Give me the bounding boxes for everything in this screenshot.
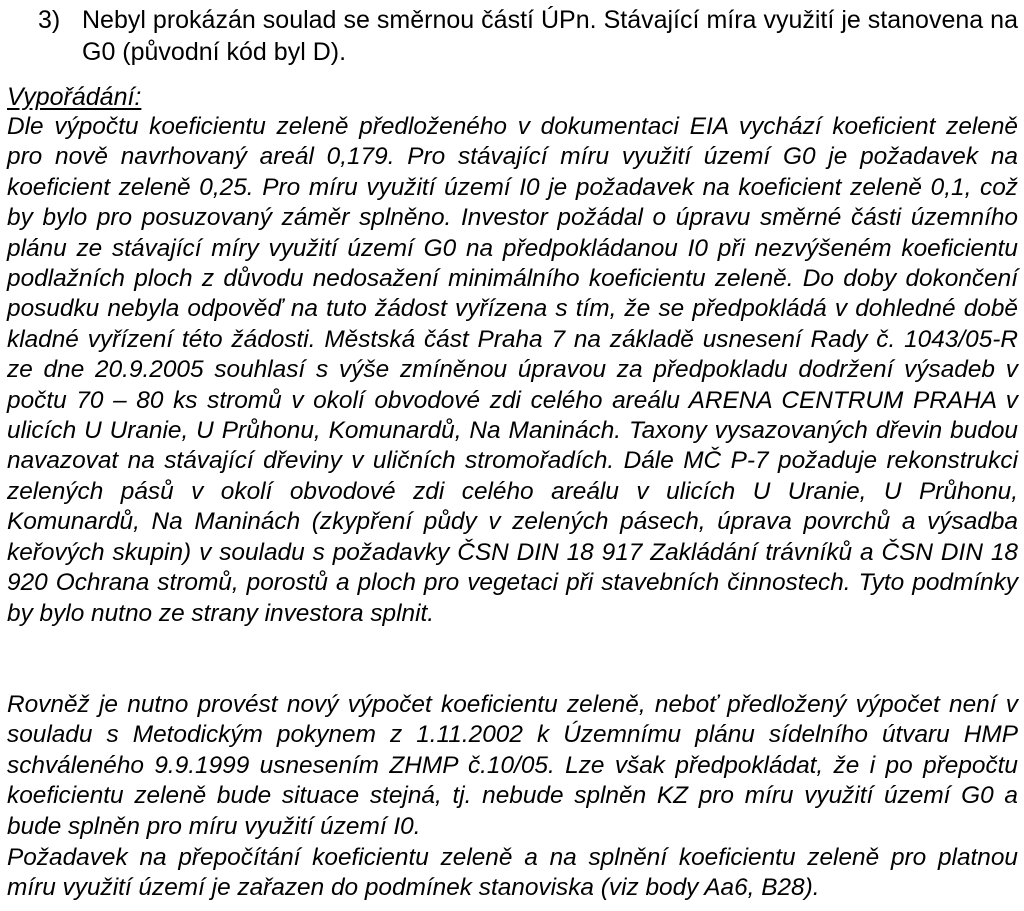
numbered-point — [38, 4, 1018, 68]
point-text: Nebyl prokázán soulad se směrnou částí ÚPn. Stávající míra využití je stanovena na G0 (původní kód byl D). — [82, 6, 1018, 66]
paragraph-requirement: Požadavek na přepočítání koeficientu zeleně a na splnění koeficientu zeleně pro platnou míru využití území je zařazen do podmínek stanoviska (viz body Aa6, B28). — [7, 844, 1018, 902]
paragraph-recalculation: Rovněž je nutno provést nový výpočet koeficientu zeleně, neboť předložený výpočet není v souladu s Metodickým pokynem z 1.11.2002 k Územnímu plánu sídelního útvaru HMP schváleného 9.9.1999 usnesením ZHMP č.10/05. Lze však předpokládat, že i po přepočtu koeficientu zeleně bude situace stejná, tj. nebude splněn KZ pro míru využití území G0 a bude splněn pro míru využití území I0. — [7, 691, 1018, 840]
section-heading: Vypořádání: — [7, 83, 142, 111]
point-number: 3) — [38, 6, 61, 34]
paragraph-settlement: Dle výpočtu koeficientu zeleně předloženého v dokumentaci EIA vychází koeficient zeleně pro nově navrhovaný areál 0,179. Pro stávající míru využití území G0 je požadavek na koeficient zeleně 0,25. Pro míru využití území I0 je požadavek na koeficient zeleně 0,1, což by bylo pro posuzovaný záměr splněno. Investor požádal o úpravu směrné části územního plánu ze stávající míry využití území G0 na předpokládanou I0 při nezvýšeném koeficientu podlažních ploch z důvodu nedosažení minimálního koeficientu zeleně. Do doby dokončení posudku nebyla odpověď na tuto žádost vyřízena s tím, že se předpokládá v dohledné době kladné vyřízení této žádosti. Městská část Praha 7 na základě usnesení Rady č. 1043/05-R ze dne 20.9.2005 souhlasí s výše zmíněnou úpravou za předpokladu dodržení výsadeb v počtu 70 – 80 ks stromů v okolí obvodové zdi celého areálu ARENA CENTRUM PRAHA v ulicích U Uranie, U Průhonu, Komunardů, Na Maninách. Taxony vysazovaných dřevin budou navazovat na stávající dřeviny v uličních stromořadích. Dále MČ P-7 požaduje rekonstrukci zelených pásů v okolí obvodové zdi celého areálu v ulicích U Uranie, U Průhonu, Komunardů, Na Maninách (zkypření půdy v zelených pásech, úprava povrchů a výsadba keřových skupin) v souladu s požadavky ČSN DIN 18 917 Zakládání trávníků a ČSN DIN 18 920 Ochrana stromů, porostů a ploch pro vegetaci při stavebních činnostech. Tyto podmínky by bylo nutno ze strany investora splnit. — [7, 113, 1018, 627]
